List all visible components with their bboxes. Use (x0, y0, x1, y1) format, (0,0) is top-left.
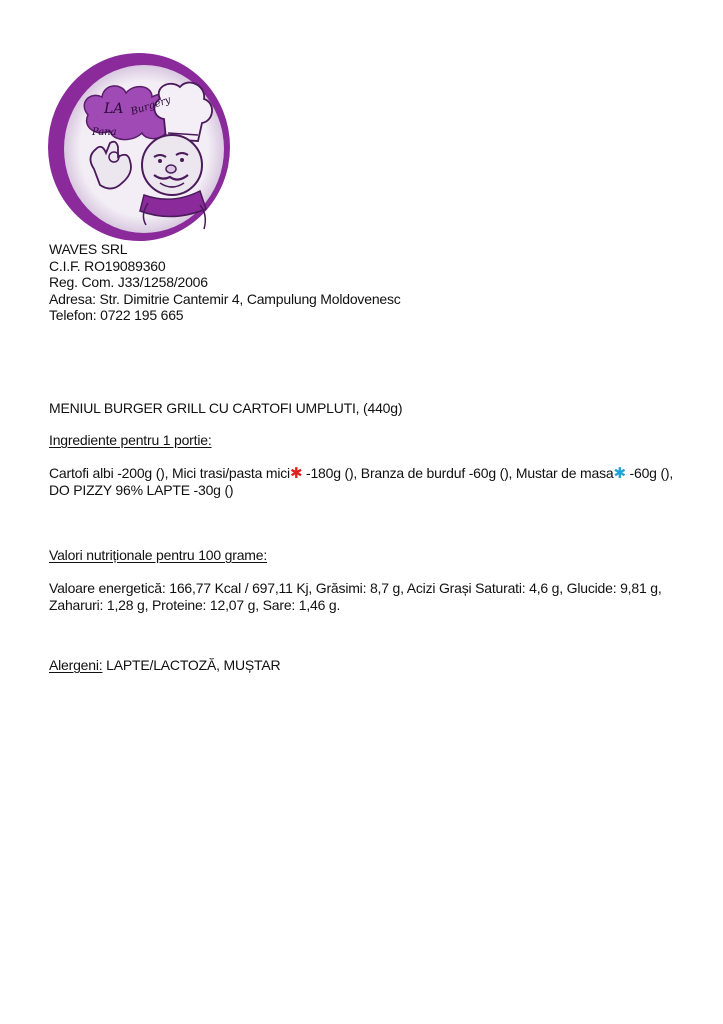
svg-text:LA: LA (104, 101, 124, 117)
company-name: WAVES SRL (49, 241, 128, 257)
ingredients-part-3: -60g (), DO PIZZY 96% LAPTE -30g () (49, 465, 674, 498)
ingredients-part-2: -180g (), Branza de burduf -60g (), Mustar de masa (302, 465, 614, 481)
blue-asterisk-icon: ✱ (613, 465, 626, 482)
ingredients-list (49, 465, 689, 499)
allergens-value: LAPTE/LACTOZĂ, MUȘTAR (102, 657, 281, 673)
nutrition-heading: Valori nutriționale pentru 100 grame: (49, 547, 268, 563)
svg-text:Pana: Pana (92, 127, 117, 138)
restaurant-logo (48, 53, 231, 241)
company-info (49, 241, 401, 324)
ingredients-part-1: Cartofi albi -200g (), Mici trasi/pasta mici (49, 465, 290, 481)
allergens-label: Alergeni: (49, 657, 103, 673)
ingredients-heading: Ingrediente pentru 1 portie: (49, 432, 212, 448)
company-address: Adresa: Str. Dimitrie Cantemir 4, Campulung Moldovenesc (49, 290, 401, 307)
chef-logo-icon (48, 53, 231, 241)
company-registration: Reg. Com. J33/1258/2006 (49, 274, 208, 290)
company-phone: Telefon: 0722 195 665 (49, 307, 184, 323)
nutrition-values: Valoare energetică: 166,77 Kcal / 697,11 Kj, Grăsimi: 8,7 g, Acizi Grași Saturati: 4,6 g, Glucide: 9,81 g, Zaharuri: 1,28 g, Proteine: 12,07 g, Sare: 1,46 g. (49, 580, 662, 613)
allergens-line (49, 657, 280, 673)
red-asterisk-icon: ✱ (289, 465, 303, 482)
company-cif: C.I.F. RO19089360 (49, 257, 166, 274)
product-title: MENIUL BURGER GRILL CU CARTOFI UMPLUTI, (440g) (49, 400, 403, 416)
svg-text:Burgery: Burgery (129, 94, 173, 118)
